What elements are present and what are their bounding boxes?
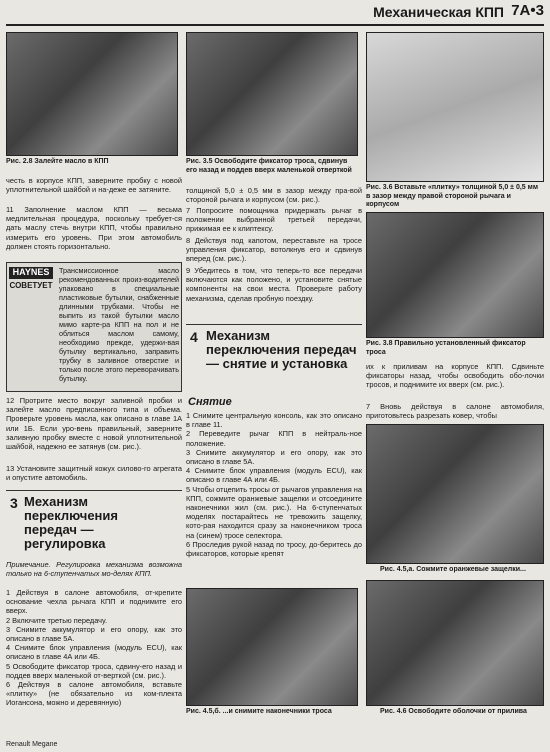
paragraph-13: 13 Установите защитный кожух силово-го агрегата и опустите автомобиль.: [6, 464, 182, 483]
tip-box: [6, 262, 182, 392]
section-3-rule: [6, 490, 182, 491]
photo-fig-3-5: [186, 32, 358, 156]
section-3-title: Механизм переключения передач — регулировка: [24, 494, 118, 551]
caption-fig-3-8: Рис. 3.8 Правильно установленный фиксатор троса: [366, 340, 526, 356]
step-item: 2 Включите третью передачу.: [6, 615, 108, 625]
step-item: 3 Снимите аккумулятор и его опору, как это описано в главе 5А.: [186, 447, 362, 467]
step-item: 6 Проследив рукой назад по тросу, до-беритесь до фиксаторов, которые крепят: [186, 539, 362, 559]
section-4-title: Механизм переключения передач — снятие и установка: [206, 328, 357, 371]
steps-list-col2: [186, 411, 362, 558]
step-item: 3 Снимите аккумулятор и его опору, как это описано в главе 5А.: [6, 624, 182, 644]
paragraph-continuation: их к приливам на корпусе КПП. Сдвиньте фиксаторы назад, чтобы освободить обо-лочки тросов, и поднимите их вверх (см. рис.).: [366, 362, 544, 390]
photo-fig-4-5a: [366, 424, 544, 564]
step-item: 4 Снимите блок управления (модуль ECU), как описано в главе 4А или 4Б.: [186, 466, 362, 485]
photo-fig-3-8: [366, 212, 544, 338]
step-item: 5 Освободите фиксатор троса, сдвину-его назад и поддев вверх маленькой от-верткой (см. рис.).: [6, 661, 182, 680]
paragraph-continuation: честь в корпусе КПП, заверните пробку с новой уплотнительной шайбой и на-деже ее затяните.: [6, 176, 182, 195]
note-paragraph: Примечание. Регулировка механизма возможна только на 6-ступенчатых мо-делях КПП.: [6, 560, 182, 579]
photo-fig-3-6: [366, 32, 544, 182]
caption-fig-3-5: Рис. 3.5 Освободите фиксатор троса, сдвинув его назад и поддев вверх маленькой отверткой: [186, 158, 352, 174]
section-4-rule: [186, 324, 362, 325]
step-item: 4 Снимите блок управления (модуль ECU), как описано в главе 4А или 4Б.: [6, 643, 182, 662]
step-item: 6 Действуя в салоне автомобиля, вставьте «плитку» (не обязательно из ком-плекта Иогансона, можно и деревянную): [6, 680, 182, 708]
section-3-number: 3: [10, 495, 18, 511]
tip-label: СОВЕТУЕТ: [9, 281, 53, 290]
footer-text: Renault Megane: [6, 741, 58, 748]
paragraph-continuation: толщиной 5,0 ± 0,5 мм в зазор между пра-вой стороной рычага и корпусом (см. рис.).: [186, 186, 362, 205]
tip-text: Трансмиссионное масло рекомендованных произ-водителей упаковано в специальные пластиковые бутылки, снабженные длинными трубками. Чтобы не выпить из такой бутылки масло мимо карте-ра КПП на пол и не облиться маслом самому, необходимо прежде, удержи-вая бутылку вертикально, заправить трубку в заливное отверстие и только после этого переворачивать бутылку.: [59, 266, 179, 383]
paragraph-8: 8 Действуя под капотом, переставьте на тросе управления фиксатор, вотолкнув его и сдвинув вперед (см. рис.).: [186, 236, 362, 264]
step-item: 2 Переведите рычаг КПП в нейтраль-ное положение.: [186, 429, 362, 448]
caption-fig-4-5b: Рис. 4.5,б. ...и снимите наконечники троса: [186, 708, 332, 715]
caption-fig-2-8: Рис. 2.8 Залейте масло в КПП: [6, 158, 109, 165]
chapter-number: 7A•3: [511, 2, 544, 19]
photo-fig-2-8: [6, 32, 178, 156]
paragraph-9: 9 Убедитесь в том, что теперь-то все передачи включаются как положено, и установите снятые компоненты на свои места. Проверьте работу механизма, сделав пробную поездку.: [186, 266, 362, 303]
caption-fig-4-6: Рис. 4.6 Освободите оболочки от прилива: [380, 708, 527, 715]
caption-fig-3-6: Рис. 3.6 Вставьте «плитку» толщиной 5,0 ± 0,5 мм в зазор между правой стороной рычага и корпусом: [366, 184, 539, 208]
steps-list-col1: [6, 588, 182, 708]
caption-fig-4-5a: Рис. 4.5,а. Сожмите оранжевые защелки...: [380, 566, 526, 573]
section-4-number: 4: [190, 329, 198, 345]
header-title: Механическая КПП: [373, 4, 504, 20]
photo-fig-4-5b: [186, 588, 358, 706]
photo-fig-4-6: [366, 580, 544, 706]
step-item: 1 Снимите центральную консоль, как это описано в главе 11.: [186, 411, 362, 430]
header-rule: [6, 24, 544, 26]
step-item: 5 Чтобы отцепить тросы от рычагов управления на КПП, сожмите оранжевые защелки и отсоедините наконечники жил (см. рис.). На 6-ступенчатых моделях постарайтесь не тревожить защелку, кото-рая находится сразу за наконечником троса на (синем) тросе селектора.: [186, 484, 362, 540]
step-item: 1 Действуя в салоне автомобиля, от-крепите основание чехла рычага КПП и поднимите его вверх.: [6, 588, 182, 616]
removal-heading: Снятие: [188, 396, 232, 408]
paragraph-11: 11 Заполнение маслом КПП — весьма медлительная процедура, поскольку требует-ся дать маслу стечь внутри КПП, чтобы правильно измерить его уровень. При этом автомобиль должен стоять горизонтально.: [6, 205, 182, 251]
page-header: [0, 0, 550, 24]
paragraph-12: 12 Протрите место вокруг заливной пробки и залейте масло предписанного типа и объема. Проверьте уровень масла, как описано в главе 1А или 1Б. Если уро-вень правильный, заверните заливную пробку вместе с новой уплотнительной шайбой, надежно ее затянув (см. рис.).: [6, 396, 182, 452]
paragraph-7: 7 Вновь действуя в салоне автомобиля, приготовьтесь разрезать ковер, чтобы: [366, 402, 544, 421]
haynes-logo: HAYNES: [9, 267, 53, 279]
paragraph-7: 7 Попросите помощника придержать рычаг в положении выбранной третьей передачи, прижимая ее к клиптексу.: [186, 206, 362, 234]
